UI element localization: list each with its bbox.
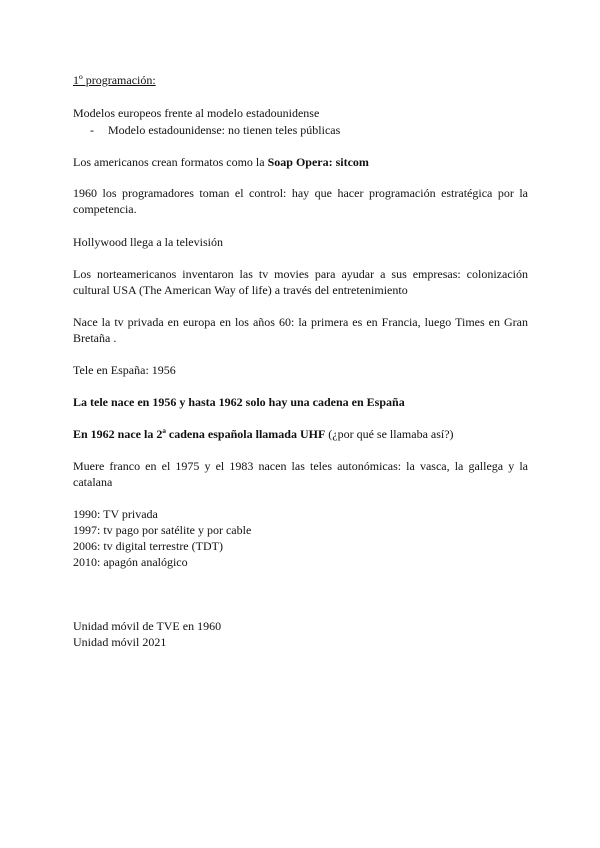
uhf-bold: En 1962 nace la 2ª cadena española llamada UHF [73, 427, 326, 441]
paragraph-models: Modelos europeos frente al modelo estadounidense [73, 106, 320, 120]
formats-bold: Soap Opera: sitcom [267, 155, 369, 169]
timeline-item: 1997: tv pago por satélite y por cable [73, 523, 252, 537]
paragraph-private-tv: Nace la tv privada en europa en los años 60: la primera es en Francia, luego Times en Gran Bretaña . [73, 315, 528, 345]
paragraph-hollywood: Hollywood llega a la televisión [73, 235, 223, 249]
bullet-dash: - [90, 123, 94, 137]
section-heading: 1º programación: [73, 73, 156, 87]
paragraph-tv-movies: Los norteamericanos inventaron las tv movies para ayudar a sus empresas: colonización cultural USA (The American Way of life) a través del entretenimiento [73, 267, 528, 297]
unit-mobile-2021: Unidad móvil 2021 [73, 635, 167, 649]
paragraph-autonomicas: Muere franco en el 1975 y el 1983 nacen las teles autonómicas: la vasca, la gallega y la catalana [73, 459, 528, 489]
timeline-item: 2006: tv digital terrestre (TDT) [73, 539, 223, 553]
paragraph-formats [73, 154, 528, 170]
timeline-item: 1990: TV privada [73, 507, 158, 521]
unit-mobile-1960: Unidad móvil de TVE en 1960 [73, 619, 222, 633]
uhf-question: (¿por qué se llamaba así?) [325, 427, 454, 441]
formats-text: Los americanos crean formatos como la [73, 155, 268, 169]
paragraph-uhf [73, 426, 528, 442]
paragraph-1960: 1960 los programadores toman el control: hay que hacer programación estratégica por la competencia. [73, 186, 528, 216]
paragraph-bold-1956: La tele nace en 1956 y hasta 1962 solo hay una cadena en España [73, 395, 405, 409]
timeline-item: 2010: apagón analógico [73, 555, 188, 569]
bullet-text: Modelo estadounidense: no tienen teles públicas [108, 123, 341, 137]
paragraph-tele-espana: Tele en España: 1956 [73, 363, 176, 377]
